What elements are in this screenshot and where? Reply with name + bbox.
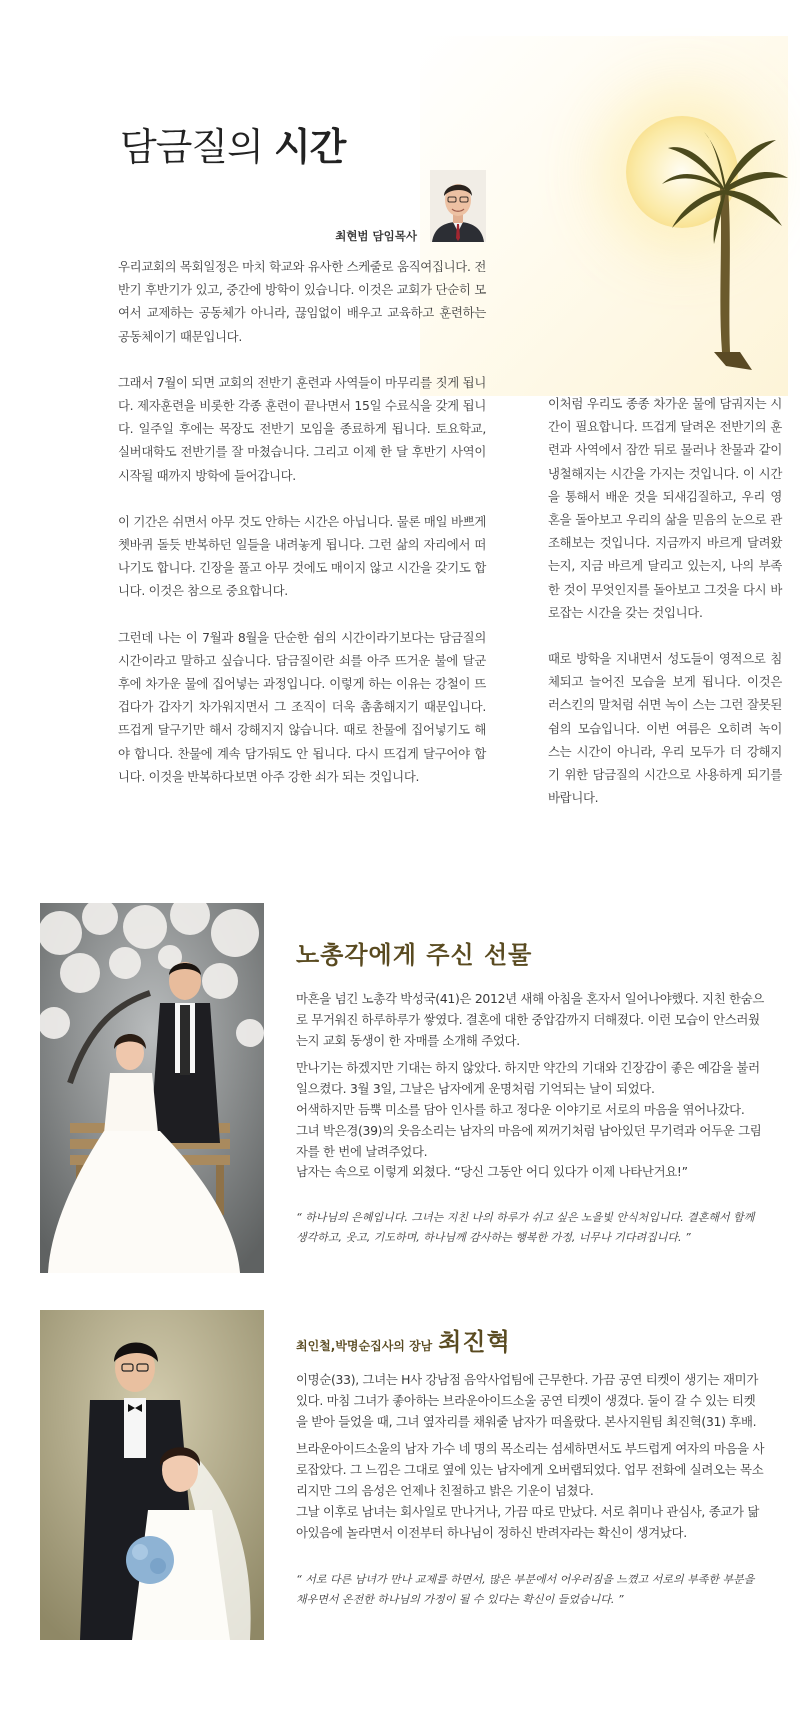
column-right <box>548 392 782 809</box>
paragraph: 만나기는 하겠지만 기대는 하지 않았다. 하지만 약간의 기대와 긴장감이 좋은 예감을 불러일으켰다. 3월 3일, 그날은 남자에게 운명처럼 기억되는 날이 되었다. 어색하지만 듬뿍 미소를 담아 인사를 하고 정다운 이야기로 서로의 마음을 엮어나갔다. 그녀 박은경(39)의 웃음소리는 남자의 마음에 찌꺼기처럼 남아있던 무기력과 어두운 그림자를 한 번에 날려주었다. 남자는 속으로 이렇게 외쳤다. “당신 그동안 어디 있다가 이제 나타난거요!” <box>296 1060 762 1180</box>
article-title-bold: 시간 <box>273 125 346 169</box>
paragraph: 때로 방학을 지내면서 성도들이 영적으로 침체되고 늘어진 모습을 보게 됩니다. 이것은 러스킨의 말처럼 쉬면 녹이 스는 그런 잘못된 쉼의 모습입니다. 이번 여름은 오히려 녹이 스는 시간이 아니라, 우리 모두가 더 강해지기 위한 담금질의 시간으로 사용하게 되기를 바랍니다. <box>548 651 782 806</box>
article-title <box>120 116 345 171</box>
wedding-photo-1 <box>40 903 264 1273</box>
author-name: 최현범 담임목사 <box>335 229 417 243</box>
column-left <box>118 255 486 788</box>
pastor-portrait <box>430 170 486 242</box>
section-subtitle: 최인철,박명순집사의 장남 <box>296 1339 433 1353</box>
wedding-photo-2 <box>40 1310 264 1640</box>
paragraph: 마흔을 넘긴 노총각 박성국(41)은 2012년 새해 아침을 혼자서 일어나야했다. 지친 한숨으로 무거워진 하루하루가 쌓였다. 결혼에 대한 중압감까지 더해졌다. 이런 모습이 안스러웠는지 교회 동생이 한 자매를 소개해 주었다. <box>296 991 765 1048</box>
story-body <box>296 989 766 1183</box>
paragraph: 이 기간은 쉬면서 아무 것도 안하는 시간은 아닙니다. 물론 매일 바쁘게 쳇바퀴 돌듯 반복하던 일들을 내려놓게 됩니다. 그런 삶의 자리에서 떠나기도 합니다. 긴장을 풀고 아무 것에도 매이지 않고 시간을 갖기도 합니다. 이것은 참으로 중요합니다. <box>118 513 486 599</box>
section-name: 최진혁 <box>438 1328 511 1356</box>
paragraph: 우리교회의 목회일정은 마치 학교와 유사한 스케줄로 움직여집니다. 전반기 후반기가 있고, 중간에 방학이 있습니다. 이것은 교회가 단순히 모여서 교제하는 공동체가 아니라, 끊임없이 배우고 교육하고 훈련하는 공동체이기 때문입니다. <box>118 259 486 344</box>
story-body <box>296 1370 766 1543</box>
section-title: 노총각에게 주신 선물 <box>296 941 533 969</box>
paragraph: 그런데 나는 이 7월과 8월을 단순한 쉼의 시간이라기보다는 담금질의 시간이라고 말하고 싶습니다. 담금질이란 쇠를 아주 뜨거운 불에 달군 후에 차가운 물에 집어넣는 과정입니다. 이렇게 하는 이유는 강철이 뜨겁다가 갑자기 차가워지면서 그 조직이 더욱 촘촘해지기 때문입니다. 뜨겁게 달구기만 해서 강해지지 않습니다. 때로 찬물에 집어넣기도 해야 합니다. 찬물에 계속 담가둬도 안 됩니다. 다시 뜨겁게 달구어야 합니다. 이것을 반복하다보면 아주 강한 쇠가 되는 것입니다. <box>118 629 486 784</box>
paragraph: 그래서 7월이 되면 교회의 전반기 훈련과 사역들이 마무리를 짓게 됩니다. 제자훈련을 비롯한 각종 훈련이 끝나면서 15일 수료식을 갖게 됩니다. 일주일 후에는 목장도 전반기 모임을 종료하게 됩니다. 토요학교, 실버대학도 전반기를 잘 마쳤습니다. 그리고 이제 한 달 후반기 사역이 시작될 때까지 방학에 들어갑니다. <box>118 374 486 483</box>
paragraph: 이명순(33), 그녀는 H사 강남점 음악사업팀에 근무한다. 가끔 공연 티켓이 생기는 재미가 있다. 마침 그녀가 좋아하는 브라운아이드소울 공연 티켓이 생겼다. 둘이 갈 수 있는 티켓을 받아 들었을 때, 그녀 옆자리를 채워줄 남자가 떠올랐다. 본사지원팀 최진혁(31) 후배. <box>296 1372 759 1429</box>
palm-tree-illustration <box>660 130 790 380</box>
section-title <box>296 1322 511 1357</box>
paragraph: 이처럼 우리도 종종 차가운 물에 담궈지는 시간이 필요합니다. 뜨겁게 달려온 전반기의 훈련과 사역에서 잠깐 뒤로 물러나 찬물과 같이 냉철해지는 시간을 가지는 것입니다. 이 시간을 통해서 배운 것을 되새김질하고, 우리 영혼을 돌아보고 우리의 삶을 믿음의 눈으로 관조해보는 것입니다. 지금까지 바르게 달려왔는지, 지금 바르게 달리고 있는지, 나의 부족한 것이 무엇인지를 돌아보고 그것을 다시 바로잡는 시간을 갖는 것입니다. <box>548 396 782 620</box>
article-title-regular: 담금질의 <box>120 125 263 169</box>
testimony-quote: “ 서로 다른 남녀가 만나 교제를 하면서, 많은 부분에서 어우러짐을 느꼈고 서로의 부족한 부분을 채우면서 온전한 하나님의 가정이 될 수 있다는 확신이 들었습니다. ” <box>296 1573 755 1606</box>
paragraph: 브라운아이드소울의 남자 가수 네 명의 목소리는 섬세하면서도 부드럽게 여자의 마음을 사로잡았다. 그 느낌은 그대로 옆에 있는 남자에게 오버랩되었다. 업무 전화에 실려오는 목소리지만 그의 음성은 언제나 친절하고 밝은 기운이 넘쳤다. 그날 이후로 남녀는 회사일로 만나거나, 가끔 따로 만났다. 서로 취미나 관심사, 종교가 닮아있음에 놀라면서 이전부터 하나님이 정하신 반려자라는 확신이 생겨났다. <box>296 1441 765 1540</box>
testimony-quote: “ 하나님의 은혜입니다. 그녀는 지친 나의 하루가 쉬고 싶은 노을빛 안식처입니다. 결혼해서 함께 생각하고, 웃고, 기도하며, 하나님께 감사하는 행복한 가정, 너무나 기다려집니다. ” <box>296 1211 755 1244</box>
